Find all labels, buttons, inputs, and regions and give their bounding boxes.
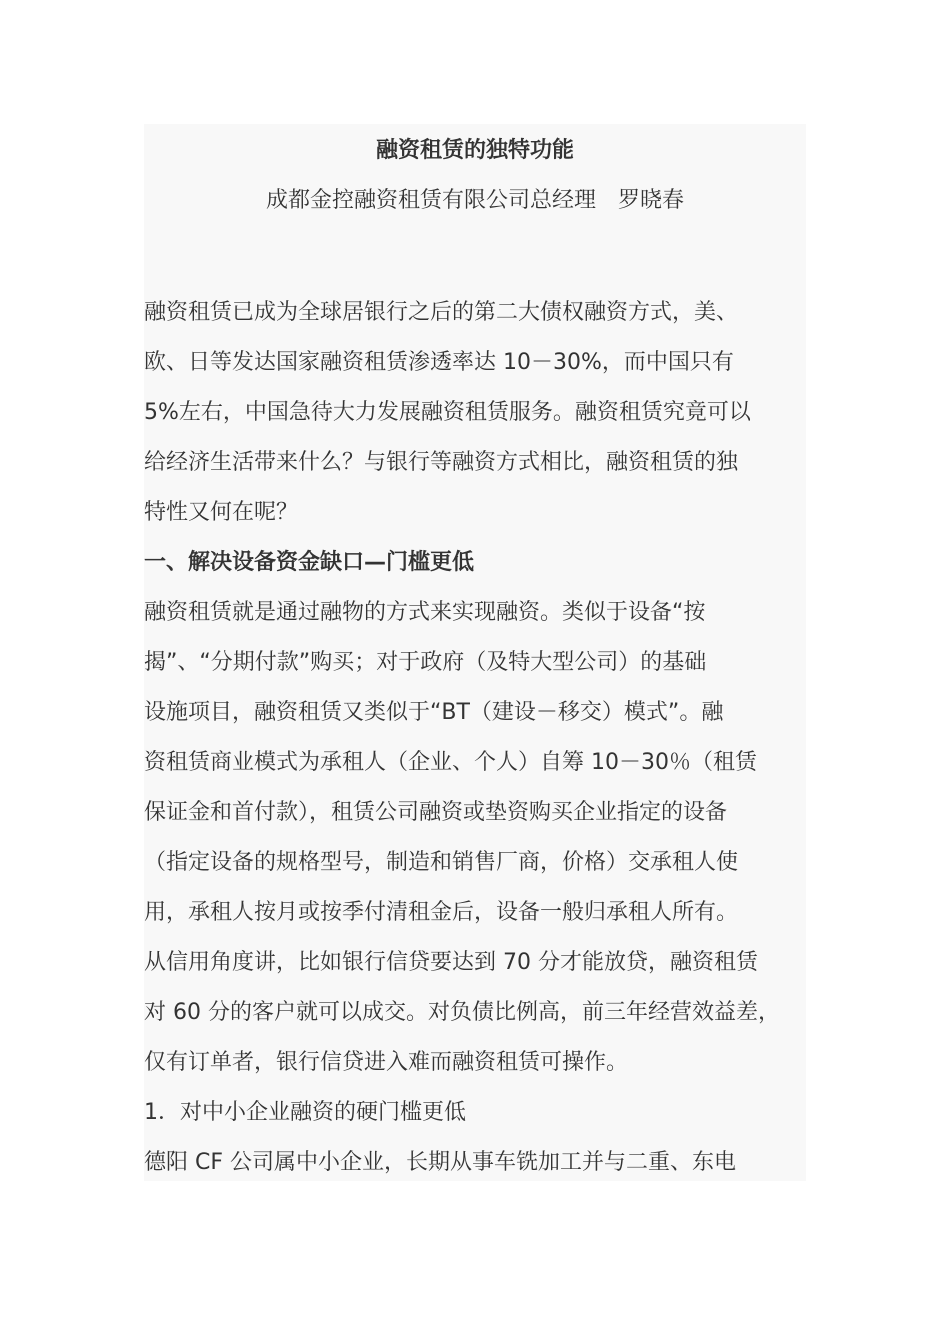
paragraph-line: 保证金和首付款），租赁公司融资或垫资购买企业指定的设备	[144, 800, 728, 825]
paragraph-line: 从信用角度讲，比如银行信贷要达到 70 分才能放贷，融资租赁	[144, 950, 758, 975]
subsection-heading: 1．对中小企业融资的硬门槛更低	[144, 1100, 466, 1125]
paragraph-line: 德阳 CF 公司属中小企业，长期从事车铣加工并与二重、东电	[144, 1150, 737, 1175]
paragraph-line: 设施项目，融资租赁又类似于“BT（建设－移交）模式”。融	[144, 700, 724, 725]
document-title: 融资租赁的独特功能	[375, 138, 574, 163]
paragraph-line: 给经济生活带来什么？与银行等融资方式相比，融资租赁的独	[144, 450, 739, 475]
paragraph-line: 仅有订单者，银行信贷进入难而融资租赁可操作。	[144, 1050, 629, 1075]
document-author: 成都金控融资租赁有限公司总经理 罗晓春	[265, 188, 684, 213]
paragraph-line: 融资租赁已成为全球居银行之后的第二大债权融资方式，美、	[144, 300, 739, 325]
paragraph-line: 特性又何在呢？	[144, 500, 299, 525]
paragraph-line: 对 60 分的客户就可以成交。对负债比例高，前三年经营效益差，	[144, 1000, 780, 1025]
paragraph-line: （指定设备的规格型号，制造和销售厂商，价格）交承租人使	[144, 850, 739, 875]
paragraph-line: 用，承租人按月或按季付清租金后，设备一般归承租人所有。	[144, 900, 739, 925]
document-body	[144, 124, 806, 1181]
paragraph-line: 揭”、“分期付款”购买；对于政府（及特大型公司）的基础	[144, 650, 707, 675]
paragraph-line: 资租赁商业模式为承租人（企业、个人）自筹 10－30％（租赁	[144, 750, 757, 775]
section-heading: 一、解决设备资金缺口—门槛更低	[144, 550, 475, 575]
paragraph-line: 融资租赁就是通过融物的方式来实现融资。类似于设备“按	[144, 600, 706, 625]
paragraph-line: 欧、日等发达国家融资租赁渗透率达 10－30%，而中国只有	[144, 350, 734, 375]
paragraph-line: 5%左右，中国急待大力发展融资租赁服务。融资租赁究竟可以	[144, 400, 751, 425]
